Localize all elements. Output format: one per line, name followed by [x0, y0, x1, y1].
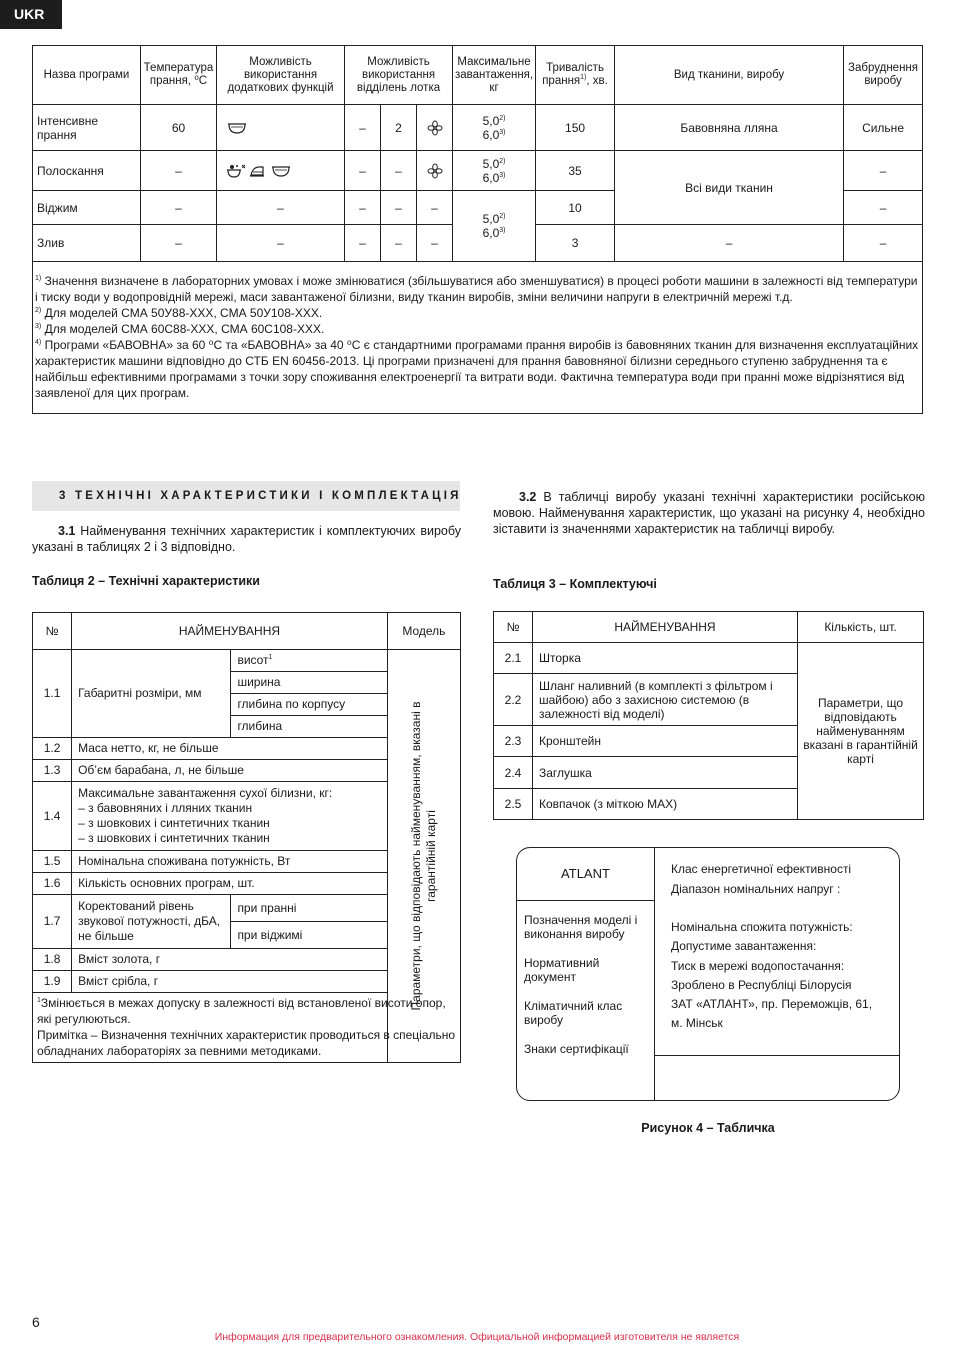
- row-name: Максимальне завантаження сухої білизни, кг: – з бавовняних і лляних тканин – з шовкових і синтетичних тканин – з шовкових і синтетичних тканин: [72, 782, 388, 851]
- footnote-1: $^{1)}$ Значення визначене в лабораторних умовах і може змінюватися (збільшуватися або зменшуватися) в процесі роботи машини в залежності від температури і тиску води у водопровідній мережі, маси завантаженої білизни, виду тканин виробів, зміни величини напруги в електричній мережі т.д.: [35, 274, 918, 304]
- program-fabric: Бавовняна лляна: [615, 105, 844, 151]
- compartment-3: –: [417, 191, 453, 225]
- extra-functions: –: [217, 191, 345, 225]
- row-num: 1.3: [33, 760, 72, 782]
- row-name: Шторка: [533, 643, 798, 674]
- row-num: 2.3: [494, 726, 533, 757]
- header-max-load: Максимальне завантаження, кг: [453, 46, 536, 105]
- compartment-1: –: [345, 225, 381, 262]
- row-name: Кронштейн: [533, 726, 798, 757]
- flower-icon-cell: [417, 105, 453, 151]
- compartment-2: –: [381, 225, 417, 262]
- compartment-2: –: [381, 191, 417, 225]
- plate-right-item: Допустиме завантаження:: [671, 939, 817, 953]
- program-soiling: –: [844, 225, 923, 262]
- t2-footnotes: $^1$Змінюється в межах допуску в залежності від встановленої висоти опор, які регулюються. Примітка – Визначення технічних характеристик проводиться в спеціально обладнаних лабораторіях за певними методиками.: [33, 993, 461, 1063]
- program-soiling: Сильне: [844, 105, 923, 151]
- t3-header-qty: Кількість, шт.: [798, 612, 924, 643]
- row-num: 1.4: [33, 782, 72, 851]
- program-temp: –: [141, 191, 217, 225]
- footnote-4: $^{4)}$ Програми «БАВОВНА» за 60 ⁰С та «БАВОВНА» за 40 ⁰С є стандартними програмами прання виробів із бавовняних тканин для визначення експлуатаційних характеристик машини відповідно до СТБ EN 60456-2013. Ці програми призначені для прання бавовняної білизни середнього ступеню забруднення та є найбільш ефективними програмами з точки зору споживання електроенергії та витрати води. Фактична температура води при пранні може відрізнятися від заявленої для цих програм.: [35, 338, 919, 400]
- program-fabric: –: [615, 225, 844, 262]
- header-name: Назва програми: [33, 46, 141, 105]
- paragraph-3-2: 3.2 В табличці виробу указані технічні характеристики російською мовою. Найменування характеристик, що указані на рисунку 4, необхідно зіставити із значеннями характеристик на табличці виробу.: [493, 490, 925, 536]
- rating-plate: [516, 847, 900, 1101]
- plate-left-item: Знаки сертифікації: [524, 1042, 629, 1056]
- compartment-1: –: [345, 191, 381, 225]
- program-fabric: Всі види тканин: [615, 151, 844, 225]
- figure-caption: Рисунок 4 – Табличка: [641, 1121, 775, 1135]
- row-num: 2.2: [494, 674, 533, 726]
- program-duration: 35: [536, 151, 615, 191]
- row-num: 1.7: [33, 895, 72, 949]
- extra-functions-icons: [217, 105, 345, 151]
- programs-table: [32, 45, 923, 414]
- plate-right-item: м. Мінськ: [671, 1016, 723, 1030]
- row-name: Вміст срібла, г: [72, 971, 388, 993]
- row-num: 2.4: [494, 757, 533, 789]
- row-name: Вміст золота, г: [72, 949, 388, 971]
- header-extra-functions: Можливість використання додаткових функцій: [217, 46, 345, 105]
- header-duration: Тривалість прання$^{1)}$, хв.: [536, 46, 615, 105]
- row-sub: глибина по корпусу: [231, 694, 387, 716]
- stain-icon: [226, 164, 246, 178]
- plate-right-item: ЗАТ «АТЛАНТ», пр. Переможців, 61,: [671, 997, 873, 1011]
- components-table: [493, 611, 924, 820]
- footnote-3: $^{3)}$ Для моделей СМА 60С88-ХХХ, СМА 60С108-ХХХ.: [35, 322, 325, 336]
- program-temp: –: [141, 151, 217, 191]
- language-tab: UKR: [0, 0, 62, 29]
- plate-right-item: Діапазон номінальних напруг :: [671, 882, 841, 896]
- compartment-3: –: [417, 225, 453, 262]
- row-sub: при віджимі: [231, 922, 387, 949]
- paragraph-3-1: 3.1 Найменування технічних характеристик і комплектуючих виробу указані в таблицях 2 і 3 відповідно.: [32, 524, 461, 554]
- table-row: [33, 151, 923, 191]
- compartment-2: –: [381, 151, 417, 191]
- row-name: Заглушка: [533, 757, 798, 789]
- program-name: Інтенсивне прання: [33, 105, 141, 151]
- program-load: 5,0$^{2)}$ 6,0$^{3)}$: [453, 151, 536, 191]
- plate-left-item: Кліматичний клас виробу: [524, 999, 623, 1027]
- row-name: Об’єм барабана, л, не більше: [72, 760, 388, 782]
- row-name: Кількість основних програм, шт.: [72, 873, 388, 895]
- header-temp: Температура прання, ⁰С: [141, 46, 217, 105]
- program-load: 5,0$^{2)}$ 6,0$^{3)}$: [453, 105, 536, 151]
- row-num: 1.6: [33, 873, 72, 895]
- row-sub: при пранні: [231, 895, 387, 922]
- table-row: [33, 650, 461, 672]
- flower-icon: [427, 163, 443, 179]
- t2-header-model: Модель: [387, 613, 460, 650]
- t2-header-num: №: [33, 613, 72, 650]
- row-num: 1.1: [33, 650, 72, 738]
- row-sub: ширина: [231, 672, 387, 694]
- compartment-1: –: [345, 105, 381, 151]
- plate-right-item: Номінальна спожита потужність:: [671, 920, 853, 934]
- header-fabric: Вид тканини, виробу: [615, 46, 844, 105]
- plate-left-item: Позначення моделі і виконання виробу: [524, 913, 638, 941]
- basin-icon: [271, 165, 291, 177]
- extra-functions-icons: [217, 151, 345, 191]
- row-num: 1.8: [33, 949, 72, 971]
- program-load: 5,0$^{2)}$ 6,0$^{3)}$: [453, 191, 536, 262]
- table-row: [33, 105, 923, 151]
- plate-brand: ATLANT: [561, 866, 610, 881]
- model-params-note-cell: [387, 650, 460, 1063]
- section-title: 3 ТЕХНІЧНІ ХАРАКТЕРИСТИКИ І КОМПЛЕКТАЦІЯ: [32, 481, 460, 511]
- row-name: Коректований рівень звукової потужності, дБА, не більше: [72, 895, 231, 949]
- table2-caption: Таблиця 2 – Технічні характеристики: [32, 574, 260, 588]
- disclaimer: Информация для предварительного ознакомления. Официальной информацией изготовителя не является: [214, 1331, 740, 1343]
- program-soiling: –: [844, 151, 923, 191]
- t2-header-name: НАЙМЕНУВАННЯ: [72, 613, 388, 650]
- iron-icon: [249, 164, 267, 177]
- flower-icon: [427, 120, 443, 136]
- plate-right-item: Зроблено в Республіці Білорусія: [671, 978, 852, 992]
- row-num: 1.9: [33, 971, 72, 993]
- program-temp: 60: [141, 105, 217, 151]
- program-duration: 150: [536, 105, 615, 151]
- program-name: Полоскання: [33, 151, 141, 191]
- model-params-note: Параметри, що відповідають найменуванням, вказані в гарантійній карті: [408, 701, 438, 1011]
- plate-right-item: Тиск в мережі водопостачання:: [671, 959, 845, 973]
- t3-header-num: №: [494, 612, 533, 643]
- program-duration: 10: [536, 191, 615, 225]
- extra-functions: –: [217, 225, 345, 262]
- row-num: 2.1: [494, 643, 533, 674]
- qty-note: Параметри, що відповідають найменуванням вказані в гарантійній карті: [798, 643, 924, 820]
- header-compartments: Можливість використання відділень лотка: [345, 46, 453, 105]
- page-number: 6: [32, 1314, 40, 1330]
- row-name: Ковпачок (з міткою МАХ): [533, 789, 798, 820]
- program-soiling: –: [844, 191, 923, 225]
- t3-header-name: НАЙМЕНУВАННЯ: [533, 612, 798, 643]
- flower-icon-cell: [417, 151, 453, 191]
- compartment-1: –: [345, 151, 381, 191]
- header-soiling: Забруднення виробу: [844, 46, 923, 105]
- programs-footnotes: [33, 262, 923, 414]
- row-sub: висот$^1$: [231, 650, 387, 672]
- table3-caption: Таблиця 3 – Комплектуючі: [493, 577, 657, 591]
- row-sub: глибина: [231, 716, 387, 738]
- row-name: Шланг наливний (в комплекті з фільтром і шайбою) або з захисною системою (в залежності від моделі): [533, 674, 798, 726]
- row-name: Номінальна споживана потужність, Вт: [72, 851, 388, 873]
- compartment-2: 2: [381, 105, 417, 151]
- row-num: 2.5: [494, 789, 533, 820]
- tech-specs-table: [32, 612, 461, 1063]
- row-name: Габаритні розміри, мм: [72, 650, 231, 738]
- table-row: [494, 643, 924, 674]
- plate-right-item: Клас енергетичної ефективності: [671, 862, 852, 876]
- row-name: Маса нетто, кг, не більше: [72, 738, 388, 760]
- plate-left-item: Нормативний документ: [524, 956, 600, 984]
- program-name: Злив: [33, 225, 141, 262]
- program-duration: 3: [536, 225, 615, 262]
- basin-icon: [227, 122, 247, 134]
- row-num: 1.5: [33, 851, 72, 873]
- program-name: Віджим: [33, 191, 141, 225]
- row-num: 1.2: [33, 738, 72, 760]
- footnote-2: $^{2)}$ Для моделей СМА 50У88-ХХХ, СМА 50У108-ХХХ.: [35, 306, 323, 320]
- program-temp: –: [141, 225, 217, 262]
